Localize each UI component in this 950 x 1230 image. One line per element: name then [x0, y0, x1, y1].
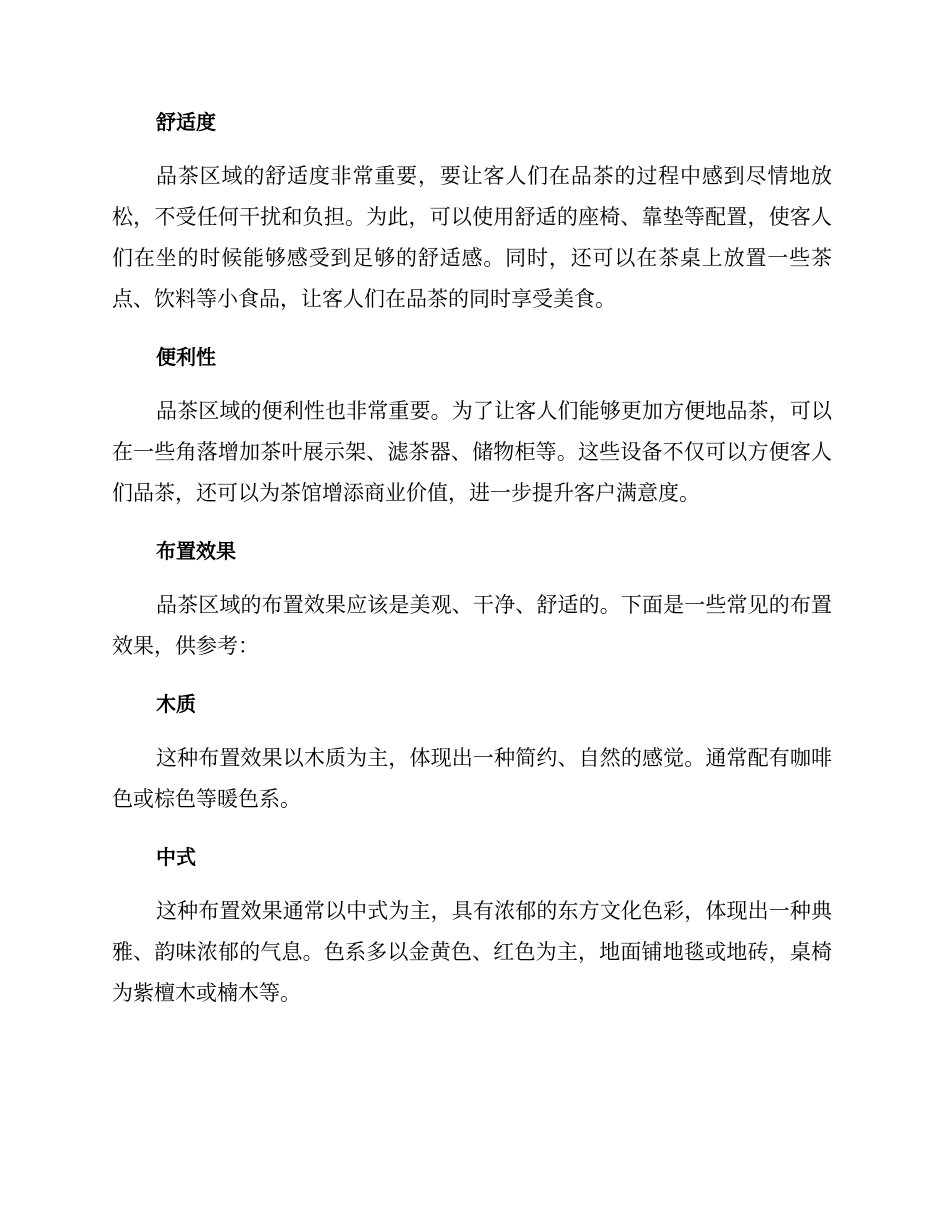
section-heading-chinese-style: 中式 [156, 845, 196, 869]
section-heading-comfort: 舒适度 [156, 110, 216, 134]
section-paragraph-comfort: 品茶区域的舒适度非常重要，要让客人们在品茶的过程中感到尽情地放松，不受任何干扰和负担。为此，可以使用舒适的座椅、靠垫等配置，使客人们在坐的时候能够感受到足够的舒适感。同时，还可以在茶桌上放置一些茶点、饮料等小食品，让客人们在品茶的同时享受美食。 [112, 164, 832, 311]
section-heading-wood: 木质 [156, 692, 196, 716]
document-body [112, 108, 832, 1014]
section-paragraph-wood: 这种布置效果以木质为主，体现出一种简约、自然的感觉。通常配有咖啡色或棕色等暖色系。 [112, 746, 832, 811]
section-heading-layout-effect: 布置效果 [156, 539, 236, 563]
section-heading-convenience: 便利性 [156, 345, 216, 369]
section-paragraph-convenience: 品茶区域的便利性也非常重要。为了让客人们能够更加方便地品茶，可以在一些角落增加茶叶展示架、滤茶器、储物柜等。这些设备不仅可以方便客人们品茶，还可以为茶馆增添商业价值，进一步提升客户满意度。 [112, 399, 832, 505]
section-paragraph-chinese-style: 这种布置效果通常以中式为主，具有浓郁的东方文化色彩，体现出一种典雅、韵味浓郁的气息。色系多以金黄色、红色为主，地面铺地毯或地砖，桌椅为紫檀木或楠木等。 [112, 899, 832, 1005]
section-paragraph-layout-effect: 品茶区域的布置效果应该是美观、干净、舒适的。下面是一些常见的布置效果，供参考： [112, 593, 832, 658]
